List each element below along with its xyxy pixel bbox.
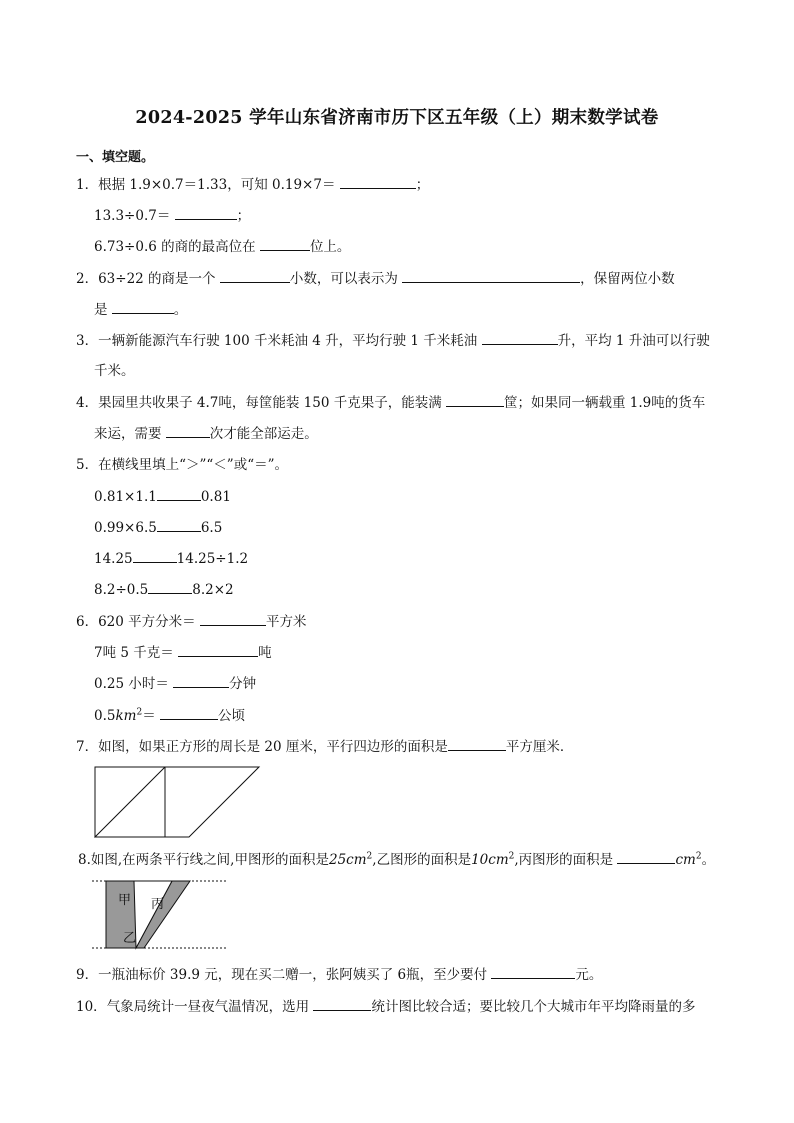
question-number: 4． xyxy=(76,395,99,411)
question-text: 平方米 xyxy=(265,614,307,630)
comparison-right: 6.5 xyxy=(200,520,223,536)
question-text: ； xyxy=(415,177,430,193)
unit-cm: cm xyxy=(488,852,509,868)
question-text: 0.5 xyxy=(94,708,116,724)
question-number: 2． xyxy=(76,271,99,287)
answer-blank[interactable] xyxy=(175,206,237,220)
question-text: 升，平均 1 升油可以行驶 xyxy=(557,333,710,349)
question-10-line-1 xyxy=(76,997,695,1016)
area-value: 25 xyxy=(328,852,347,868)
question-text: 筐；如果同一辆载重 1.9吨的货车 xyxy=(504,395,706,411)
question-text: 620 平方分米＝ xyxy=(98,614,196,630)
label-yi: 乙 xyxy=(123,931,137,946)
comparison-item xyxy=(94,487,231,506)
answer-blank[interactable] xyxy=(157,518,201,532)
unit-cm: cm xyxy=(346,852,367,868)
label-jia: 甲 xyxy=(118,893,132,908)
answer-blank[interactable] xyxy=(148,580,192,594)
question-9-line-1 xyxy=(76,965,602,984)
question-3-line-1 xyxy=(76,331,710,350)
question-text: 公顷 xyxy=(218,708,245,724)
question-2-line-1 xyxy=(76,269,675,288)
question-text: 在横线里填上“＞”“＜”或“＝”。 xyxy=(98,457,289,473)
question-text: 63÷22 的商是一个 xyxy=(98,271,216,287)
unit-cm: cm xyxy=(675,852,696,868)
answer-blank[interactable] xyxy=(157,487,201,501)
question-7-line-1 xyxy=(76,737,573,756)
answer-blank[interactable] xyxy=(178,643,258,657)
comparison-item xyxy=(94,580,234,599)
question-3-line-2 xyxy=(94,362,135,380)
answer-blank[interactable] xyxy=(112,300,174,314)
answer-blank[interactable] xyxy=(617,850,675,864)
question-number: 7． xyxy=(76,739,99,755)
parallelogram-shape xyxy=(95,767,259,837)
question-text: 0.25 小时＝ xyxy=(94,676,169,692)
question-number: 5． xyxy=(76,457,99,473)
question-text: 小数，可以表示为 xyxy=(289,271,398,287)
label-bing: 丙 xyxy=(151,897,165,912)
unit-exponent: 2 xyxy=(366,851,373,862)
section-heading-fill-in: 一、填空题。 xyxy=(76,150,155,165)
question-text: ＝ xyxy=(142,708,156,724)
question-5-line-1 xyxy=(76,456,288,474)
question-number: 1． xyxy=(76,177,99,193)
question-text: 气象局统计一昼夜气温情况，选用 xyxy=(106,999,310,1015)
question-text: 。 xyxy=(701,852,716,868)
question-text: 是 xyxy=(94,302,108,318)
question-text: 来运，需要 xyxy=(94,426,162,442)
question-text: 千米。 xyxy=(94,363,135,379)
question-text: 一瓶油标价 39.9 元，现在买二赠一，张阿姨买了 6瓶，至少要付 xyxy=(98,967,488,983)
answer-blank[interactable] xyxy=(402,269,580,283)
question-6-line-2 xyxy=(94,643,272,662)
question-text: 如图，如果正方形的周长是 20 厘米，平行四边形的面积是 xyxy=(98,739,448,755)
comparison-left: 0.99×6.5 xyxy=(94,520,157,536)
question-text: 如图,在两条平行线之间,甲图形的面积是 xyxy=(90,852,329,868)
page-title: 2024-2025 学年山东省济南市历下区五年级（上）期末数学试卷 xyxy=(135,108,659,128)
question-8-line-1 xyxy=(78,850,715,869)
comparison-right: 14.25÷1.2 xyxy=(176,551,249,567)
comparison-item xyxy=(94,549,248,568)
question-2-line-2 xyxy=(94,300,187,319)
question-number: 3． xyxy=(76,333,99,349)
parallel-lines-figure xyxy=(92,874,232,954)
unit-km: km xyxy=(115,708,137,724)
answer-blank[interactable] xyxy=(491,965,575,979)
answer-blank[interactable] xyxy=(173,674,229,688)
question-number: 8. xyxy=(78,852,91,868)
answer-blank[interactable] xyxy=(220,269,290,283)
comparison-left: 14.25 xyxy=(94,551,133,567)
question-1-line-3 xyxy=(94,237,350,256)
question-text: 吨 xyxy=(258,645,272,661)
question-4-line-2 xyxy=(94,424,318,443)
question-text: 。 xyxy=(173,302,188,318)
answer-blank[interactable] xyxy=(313,997,371,1011)
answer-blank[interactable] xyxy=(448,737,506,751)
comparison-left: 0.81×1.1 xyxy=(94,489,157,505)
answer-blank[interactable] xyxy=(160,706,218,720)
question-text: 位上。 xyxy=(309,239,351,255)
question-1-line-1 xyxy=(76,175,429,194)
question-text: 平方厘米． xyxy=(505,739,574,755)
answer-blank[interactable] xyxy=(133,549,177,563)
comparison-right: 8.2×2 xyxy=(192,582,234,598)
comparison-item xyxy=(94,518,222,537)
question-text: 次才能全部运走。 xyxy=(209,426,318,442)
question-4-line-1 xyxy=(76,393,705,412)
area-value: 10 xyxy=(471,852,489,868)
answer-blank[interactable] xyxy=(446,393,504,407)
answer-blank[interactable] xyxy=(260,237,310,251)
question-text: ,乙图形的面积是 xyxy=(372,852,472,868)
question-text: 根据 1.9×0.7＝1.33，可知 0.19×7＝ xyxy=(98,177,336,193)
question-6-line-4 xyxy=(94,706,245,725)
question-text: 果园里共收果子 4.7吨，每筐能装 150 千克果子，能装满 xyxy=(98,395,442,411)
question-text: 6.73÷0.6 的商的最高位在 xyxy=(94,239,256,255)
question-number: 10． xyxy=(76,999,107,1015)
question-text: 一辆新能源汽车行驶 100 千米耗油 4 升，平均行驶 1 千米耗油 xyxy=(98,333,478,349)
question-text: ,丙图形的面积是 xyxy=(514,852,614,868)
question-text: 元。 xyxy=(575,967,603,983)
answer-blank[interactable] xyxy=(166,424,210,438)
question-6-line-1 xyxy=(76,612,306,631)
question-1-line-2 xyxy=(94,206,250,225)
question-6-line-3 xyxy=(94,674,256,693)
answer-blank[interactable] xyxy=(482,331,558,345)
square-parallelogram-figure xyxy=(94,766,264,838)
answer-blank[interactable] xyxy=(200,612,266,626)
question-number: 9． xyxy=(76,967,99,983)
answer-blank[interactable] xyxy=(340,175,416,189)
unit-exponent: 2 xyxy=(695,851,702,862)
question-text: ； xyxy=(236,208,251,224)
question-text: 分钟 xyxy=(229,676,257,692)
question-text: 13.3÷0.7＝ xyxy=(94,208,171,224)
comparison-left: 8.2÷0.5 xyxy=(94,582,149,598)
comparison-right: 0.81 xyxy=(200,489,231,505)
question-text: 统计图比较合适；要比较几个大城市年平均降雨量的多 xyxy=(371,999,696,1015)
unit-exponent: 2 xyxy=(136,707,143,718)
question-number: 6． xyxy=(76,614,99,630)
question-text: 7吨 5 千克＝ xyxy=(94,645,174,661)
question-text: ，保留两位小数 xyxy=(580,271,675,287)
unit-exponent: 2 xyxy=(508,851,515,862)
